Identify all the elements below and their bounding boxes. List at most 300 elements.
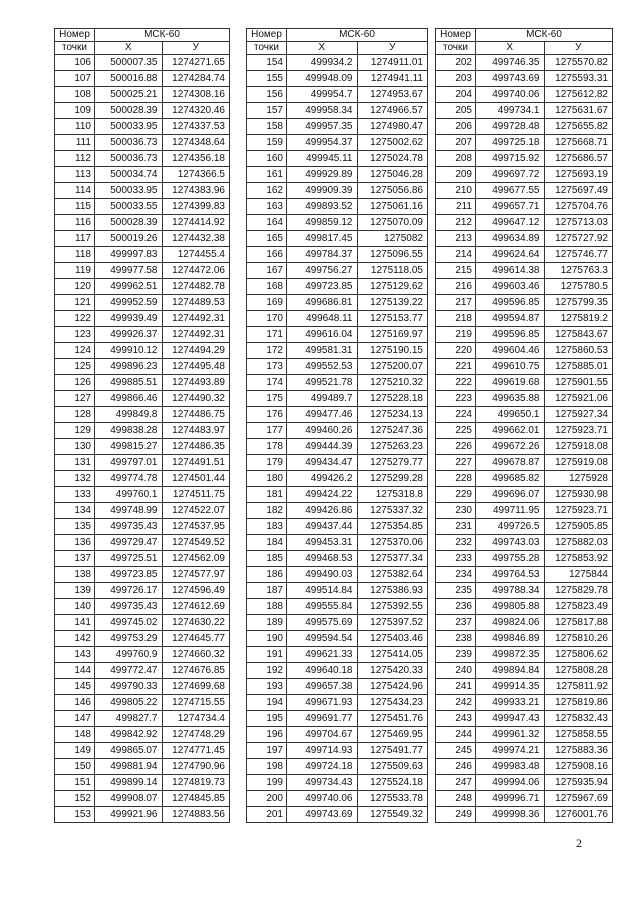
- point-number-cell: 180: [247, 471, 287, 487]
- y-coordinate-cell: 1275392.55: [357, 599, 428, 615]
- y-coordinate-cell: 1275967.69: [544, 791, 613, 807]
- point-number-cell: 188: [247, 599, 287, 615]
- y-coordinate-cell: 1275697.49: [544, 183, 613, 199]
- y-coordinate-cell: 1275169.97: [357, 327, 428, 343]
- x-coordinate-cell: 499514.84: [287, 583, 358, 599]
- point-number-cell: 134: [55, 503, 95, 519]
- y-coordinate-cell: 1275263.23: [357, 439, 428, 455]
- y-coordinate-cell: 1274486.35: [162, 439, 230, 455]
- point-number-cell: 106: [55, 55, 95, 71]
- y-coordinate-cell: 1275727.92: [544, 231, 613, 247]
- coordinate-table-1: [54, 28, 230, 823]
- y-coordinate-cell: 1275905.85: [544, 519, 613, 535]
- point-number-cell: 189: [247, 615, 287, 631]
- table-row: [436, 551, 613, 567]
- y-coordinate-cell: 1275829.78: [544, 583, 613, 599]
- x-header: X: [287, 42, 358, 55]
- y-coordinate-cell: 1275129.62: [357, 279, 428, 295]
- x-coordinate-cell: 499805.22: [95, 695, 163, 711]
- point-number-cell: 153: [55, 807, 95, 823]
- point-number-cell: 156: [247, 87, 287, 103]
- point-number-cell: 175: [247, 391, 287, 407]
- point-number-cell: 116: [55, 215, 95, 231]
- x-coordinate-cell: 499735.43: [95, 519, 163, 535]
- x-coordinate-cell: 499640.18: [287, 663, 358, 679]
- table-row: [55, 775, 230, 791]
- y-coordinate-cell: 1275921.06: [544, 391, 613, 407]
- table-row: [247, 215, 428, 231]
- point-number-cell: 127: [55, 391, 95, 407]
- point-number-cell: 139: [55, 583, 95, 599]
- table-row: [436, 695, 613, 711]
- y-coordinate-cell: 1274645.77: [162, 631, 230, 647]
- y-coordinate-cell: 1274455.4: [162, 247, 230, 263]
- point-number-cell: 181: [247, 487, 287, 503]
- table-row: [436, 183, 613, 199]
- table-row: [436, 87, 613, 103]
- x-coordinate-cell: 499726.17: [95, 583, 163, 599]
- table-row: [436, 631, 613, 647]
- table-row: [55, 791, 230, 807]
- table-row: [436, 535, 613, 551]
- table-row: [247, 743, 428, 759]
- point-number-cell: 131: [55, 455, 95, 471]
- point-number-cell: 159: [247, 135, 287, 151]
- table-row: [247, 439, 428, 455]
- point-number-cell: 145: [55, 679, 95, 695]
- y-coordinate-cell: 1275002.62: [357, 135, 428, 151]
- point-number-cell: 184: [247, 535, 287, 551]
- point-number-cell: 244: [436, 727, 476, 743]
- y-coordinate-cell: 1275024.78: [357, 151, 428, 167]
- x-coordinate-cell: 499650.1: [476, 407, 545, 423]
- table-row: [436, 423, 613, 439]
- table-row: [436, 583, 613, 599]
- y-header: У: [544, 42, 613, 55]
- x-coordinate-cell: 500028.39: [95, 215, 163, 231]
- point-number-cell: 231: [436, 519, 476, 535]
- y-coordinate-cell: 1275923.71: [544, 423, 613, 439]
- x-coordinate-cell: 499961.32: [476, 727, 545, 743]
- x-coordinate-cell: 500034.74: [95, 167, 163, 183]
- point-number-cell: 166: [247, 247, 287, 263]
- x-coordinate-cell: 499704.67: [287, 727, 358, 743]
- x-coordinate-cell: 499788.34: [476, 583, 545, 599]
- table-row: [247, 343, 428, 359]
- y-coordinate-cell: 1275200.07: [357, 359, 428, 375]
- point-number-cell: 111: [55, 135, 95, 151]
- x-coordinate-cell: 499997.83: [95, 247, 163, 263]
- table-row: [55, 455, 230, 471]
- y-coordinate-cell: 1275655.82: [544, 119, 613, 135]
- point-number-cell: 183: [247, 519, 287, 535]
- table-row: [436, 279, 613, 295]
- y-coordinate-cell: 1275096.55: [357, 247, 428, 263]
- x-coordinate-cell: 499468.53: [287, 551, 358, 567]
- y-coordinate-cell: 1275908.16: [544, 759, 613, 775]
- x-coordinate-cell: 499926.37: [95, 327, 163, 343]
- point-number-cell: 142: [55, 631, 95, 647]
- y-coordinate-cell: 1275693.19: [544, 167, 613, 183]
- y-coordinate-cell: 1274320.46: [162, 103, 230, 119]
- point-number-cell: 236: [436, 599, 476, 615]
- x-coordinate-cell: 500028.39: [95, 103, 163, 119]
- x-coordinate-cell: 499671.93: [287, 695, 358, 711]
- x-coordinate-cell: 499760.9: [95, 647, 163, 663]
- point-number-cell: 126: [55, 375, 95, 391]
- x-coordinate-cell: 499677.55: [476, 183, 545, 199]
- y-coordinate-cell: 1274489.53: [162, 295, 230, 311]
- table-row: [436, 647, 613, 663]
- table-row: [436, 231, 613, 247]
- x-coordinate-cell: 499697.72: [476, 167, 545, 183]
- x-coordinate-cell: 499797.01: [95, 455, 163, 471]
- point-number-cell: 158: [247, 119, 287, 135]
- x-coordinate-cell: 499784.37: [287, 247, 358, 263]
- point-number-cell: 165: [247, 231, 287, 247]
- x-coordinate-cell: 499723.85: [287, 279, 358, 295]
- y-coordinate-cell: 1275713.03: [544, 215, 613, 231]
- x-header: X: [476, 42, 545, 55]
- table-row: [55, 215, 230, 231]
- point-number-cell: 124: [55, 343, 95, 359]
- y-coordinate-cell: 1275935.94: [544, 775, 613, 791]
- x-coordinate-cell: 499614.38: [476, 263, 545, 279]
- x-coordinate-cell: 499581.31: [287, 343, 358, 359]
- x-coordinate-cell: 499865.07: [95, 743, 163, 759]
- y-coordinate-cell: 1275533.78: [357, 791, 428, 807]
- y-coordinate-cell: 1274819.73: [162, 775, 230, 791]
- y-header: У: [357, 42, 428, 55]
- table-row: [436, 663, 613, 679]
- y-coordinate-cell: 1274522.07: [162, 503, 230, 519]
- point-number-cell: 226: [436, 439, 476, 455]
- point-number-cell: 152: [55, 791, 95, 807]
- y-coordinate-cell: 1274399.83: [162, 199, 230, 215]
- table-row: [436, 151, 613, 167]
- x-coordinate-cell: 499647.12: [476, 215, 545, 231]
- y-coordinate-cell: 1274748.29: [162, 727, 230, 743]
- table-row: [436, 567, 613, 583]
- y-coordinate-cell: 1275228.18: [357, 391, 428, 407]
- x-coordinate-cell: 499958.34: [287, 103, 358, 119]
- point-number-cell: 233: [436, 551, 476, 567]
- point-number-cell: 249: [436, 807, 476, 823]
- point-number-cell: 161: [247, 167, 287, 183]
- point-number-cell: 174: [247, 375, 287, 391]
- y-coordinate-cell: 1274493.89: [162, 375, 230, 391]
- table-row: [247, 727, 428, 743]
- y-coordinate-cell: 1274511.75: [162, 487, 230, 503]
- y-coordinate-cell: 1275901.55: [544, 375, 613, 391]
- x-coordinate-cell: 499555.84: [287, 599, 358, 615]
- x-coordinate-cell: 499657.71: [476, 199, 545, 215]
- table-row: [55, 695, 230, 711]
- number-header-line1: Номер: [55, 29, 95, 42]
- x-coordinate-cell: 499743.69: [476, 71, 545, 87]
- table-row: [247, 519, 428, 535]
- point-number-cell: 217: [436, 295, 476, 311]
- table-row: [436, 215, 613, 231]
- point-number-cell: 206: [436, 119, 476, 135]
- x-coordinate-cell: 499934.2: [287, 55, 358, 71]
- table-row: [247, 663, 428, 679]
- point-number-cell: 239: [436, 647, 476, 663]
- y-coordinate-cell: 1275279.77: [357, 455, 428, 471]
- x-coordinate-cell: 499908.07: [95, 791, 163, 807]
- point-number-cell: 157: [247, 103, 287, 119]
- point-number-cell: 187: [247, 583, 287, 599]
- table-row: [247, 759, 428, 775]
- point-number-cell: 203: [436, 71, 476, 87]
- point-number-cell: 115: [55, 199, 95, 215]
- table-row: [55, 487, 230, 503]
- y-coordinate-cell: 1275612.82: [544, 87, 613, 103]
- table-row: [55, 807, 230, 823]
- y-coordinate-cell: 1274366.5: [162, 167, 230, 183]
- table-row: [436, 343, 613, 359]
- point-number-cell: 198: [247, 759, 287, 775]
- y-coordinate-cell: 1274495.48: [162, 359, 230, 375]
- table-row: [55, 519, 230, 535]
- table-row: [55, 439, 230, 455]
- point-number-cell: 242: [436, 695, 476, 711]
- point-number-cell: 110: [55, 119, 95, 135]
- point-number-cell: 200: [247, 791, 287, 807]
- table-row: [436, 471, 613, 487]
- x-coordinate-cell: 499933.21: [476, 695, 545, 711]
- y-coordinate-cell: 1274562.09: [162, 551, 230, 567]
- x-coordinate-cell: 499849.8: [95, 407, 163, 423]
- point-number-cell: 237: [436, 615, 476, 631]
- y-coordinate-cell: 1274883.56: [162, 807, 230, 823]
- y-coordinate-cell: 1275420.33: [357, 663, 428, 679]
- point-number-cell: 209: [436, 167, 476, 183]
- point-number-cell: 135: [55, 519, 95, 535]
- table-row: [436, 679, 613, 695]
- point-number-cell: 214: [436, 247, 476, 263]
- point-number-cell: 167: [247, 263, 287, 279]
- x-coordinate-cell: 499735.43: [95, 599, 163, 615]
- x-coordinate-cell: 499998.36: [476, 807, 545, 823]
- point-number-cell: 212: [436, 215, 476, 231]
- x-coordinate-cell: 499426.2: [287, 471, 358, 487]
- y-coordinate-cell: 1274348.64: [162, 135, 230, 151]
- table-row: [247, 679, 428, 695]
- x-coordinate-cell: 499723.85: [95, 567, 163, 583]
- y-coordinate-cell: 1275686.57: [544, 151, 613, 167]
- y-coordinate-cell: 1275337.32: [357, 503, 428, 519]
- table-row: [436, 391, 613, 407]
- table-row: [55, 135, 230, 151]
- x-coordinate-cell: 499954.7: [287, 87, 358, 103]
- y-coordinate-cell: 1274734.4: [162, 711, 230, 727]
- point-number-cell: 144: [55, 663, 95, 679]
- x-coordinate-cell: 499827.7: [95, 711, 163, 727]
- table-row: [55, 327, 230, 343]
- x-coordinate-cell: 500025.21: [95, 87, 163, 103]
- x-coordinate-cell: 499896.23: [95, 359, 163, 375]
- y-coordinate-cell: 1274771.45: [162, 743, 230, 759]
- table-row: [55, 647, 230, 663]
- y-coordinate-cell: 1275882.03: [544, 535, 613, 551]
- y-coordinate-cell: 1274482.78: [162, 279, 230, 295]
- table-row: [247, 791, 428, 807]
- y-header: У: [162, 42, 230, 55]
- y-coordinate-cell: 1275799.35: [544, 295, 613, 311]
- table-row: [247, 199, 428, 215]
- x-coordinate-cell: 499755.28: [476, 551, 545, 567]
- table-row: [55, 391, 230, 407]
- point-number-cell: 218: [436, 311, 476, 327]
- point-number-cell: 118: [55, 247, 95, 263]
- table-row: [247, 423, 428, 439]
- point-number-cell: 141: [55, 615, 95, 631]
- y-coordinate-cell: 1274472.06: [162, 263, 230, 279]
- y-coordinate-cell: 1274432.38: [162, 231, 230, 247]
- table-row: [436, 487, 613, 503]
- table-row: [436, 791, 613, 807]
- point-number-cell: 192: [247, 663, 287, 679]
- x-coordinate-cell: 499957.35: [287, 119, 358, 135]
- point-number-cell: 107: [55, 71, 95, 87]
- y-coordinate-cell: 1275318.8: [357, 487, 428, 503]
- table-row: [55, 423, 230, 439]
- x-coordinate-cell: 499734.43: [287, 775, 358, 791]
- x-coordinate-cell: 499805.88: [476, 599, 545, 615]
- table-row: [55, 743, 230, 759]
- x-coordinate-cell: 499725.18: [476, 135, 545, 151]
- x-coordinate-cell: 499994.06: [476, 775, 545, 791]
- point-number-cell: 213: [436, 231, 476, 247]
- y-coordinate-cell: 1275451.76: [357, 711, 428, 727]
- point-number-cell: 196: [247, 727, 287, 743]
- table-row: [247, 119, 428, 135]
- y-coordinate-cell: 1275509.63: [357, 759, 428, 775]
- table-row: [247, 375, 428, 391]
- table-row: [247, 71, 428, 87]
- y-coordinate-cell: 1275382.64: [357, 567, 428, 583]
- x-coordinate-cell: 499714.93: [287, 743, 358, 759]
- table-row: [247, 535, 428, 551]
- y-coordinate-cell: 1275469.95: [357, 727, 428, 743]
- point-number-cell: 228: [436, 471, 476, 487]
- x-coordinate-cell: 499662.01: [476, 423, 545, 439]
- x-coordinate-cell: 499424.22: [287, 487, 358, 503]
- number-header-line2: точки: [436, 42, 476, 55]
- point-number-cell: 140: [55, 599, 95, 615]
- table-row: [436, 311, 613, 327]
- point-number-cell: 222: [436, 375, 476, 391]
- y-coordinate-cell: 1274537.95: [162, 519, 230, 535]
- y-coordinate-cell: 1275780.5: [544, 279, 613, 295]
- y-coordinate-cell: 1274911.01: [357, 55, 428, 71]
- x-coordinate-cell: 499745.02: [95, 615, 163, 631]
- y-coordinate-cell: 1275549.32: [357, 807, 428, 823]
- x-coordinate-cell: 499594.87: [476, 311, 545, 327]
- table-row: [436, 55, 613, 71]
- point-number-cell: 147: [55, 711, 95, 727]
- point-number-cell: 219: [436, 327, 476, 343]
- table-row: [55, 231, 230, 247]
- y-coordinate-cell: 1274414.92: [162, 215, 230, 231]
- table-row: [436, 503, 613, 519]
- table-row: [55, 87, 230, 103]
- table-row: [247, 711, 428, 727]
- y-coordinate-cell: 1274356.18: [162, 151, 230, 167]
- point-number-cell: 205: [436, 103, 476, 119]
- point-number-cell: 190: [247, 631, 287, 647]
- point-number-cell: 245: [436, 743, 476, 759]
- x-coordinate-cell: 499686.81: [287, 295, 358, 311]
- x-coordinate-cell: 500019.26: [95, 231, 163, 247]
- x-coordinate-cell: 499899.14: [95, 775, 163, 791]
- point-number-cell: 122: [55, 311, 95, 327]
- y-coordinate-cell: 1274966.57: [357, 103, 428, 119]
- point-number-cell: 154: [247, 55, 287, 71]
- y-coordinate-cell: 1275570.82: [544, 55, 613, 71]
- x-coordinate-cell: 499743.03: [476, 535, 545, 551]
- table-row: [55, 583, 230, 599]
- point-number-cell: 186: [247, 567, 287, 583]
- x-coordinate-cell: 499740.06: [476, 87, 545, 103]
- x-coordinate-cell: 499619.68: [476, 375, 545, 391]
- y-coordinate-cell: 1275234.13: [357, 407, 428, 423]
- x-coordinate-cell: 499885.51: [95, 375, 163, 391]
- y-coordinate-cell: 1275056.86: [357, 183, 428, 199]
- point-number-cell: 232: [436, 535, 476, 551]
- table-row: [55, 599, 230, 615]
- table-row: [247, 327, 428, 343]
- y-coordinate-cell: 1275919.08: [544, 455, 613, 471]
- table-row: [55, 183, 230, 199]
- y-coordinate-cell: 1274383.96: [162, 183, 230, 199]
- table-row: [247, 279, 428, 295]
- x-coordinate-cell: 499603.46: [476, 279, 545, 295]
- y-coordinate-cell: 1274492.31: [162, 311, 230, 327]
- y-coordinate-cell: 1275817.88: [544, 615, 613, 631]
- y-coordinate-cell: 1275810.26: [544, 631, 613, 647]
- y-coordinate-cell: 1274271.65: [162, 55, 230, 71]
- table-row: [55, 615, 230, 631]
- x-coordinate-cell: 500007.35: [95, 55, 163, 71]
- number-header-line2: точки: [55, 42, 95, 55]
- y-coordinate-cell: 1275819.2: [544, 311, 613, 327]
- point-number-cell: 176: [247, 407, 287, 423]
- point-number-cell: 123: [55, 327, 95, 343]
- x-coordinate-cell: 499575.69: [287, 615, 358, 631]
- x-coordinate-cell: 499760.1: [95, 487, 163, 503]
- point-number-cell: 112: [55, 151, 95, 167]
- y-coordinate-cell: 1274501.44: [162, 471, 230, 487]
- y-coordinate-cell: 1274486.75: [162, 407, 230, 423]
- table-row: [436, 295, 613, 311]
- x-coordinate-cell: 499859.12: [287, 215, 358, 231]
- system-header: МСК-60: [476, 29, 613, 42]
- table-row: [247, 87, 428, 103]
- y-coordinate-cell: 1275928: [544, 471, 613, 487]
- table-row: [436, 711, 613, 727]
- x-coordinate-cell: 499724.18: [287, 759, 358, 775]
- y-coordinate-cell: 1274715.55: [162, 695, 230, 711]
- y-coordinate-cell: 1275927.34: [544, 407, 613, 423]
- table-row: [247, 263, 428, 279]
- point-number-cell: 182: [247, 503, 287, 519]
- table-row: [55, 551, 230, 567]
- x-coordinate-cell: 499894.84: [476, 663, 545, 679]
- y-coordinate-cell: 1274494.29: [162, 343, 230, 359]
- y-coordinate-cell: 1275811.92: [544, 679, 613, 695]
